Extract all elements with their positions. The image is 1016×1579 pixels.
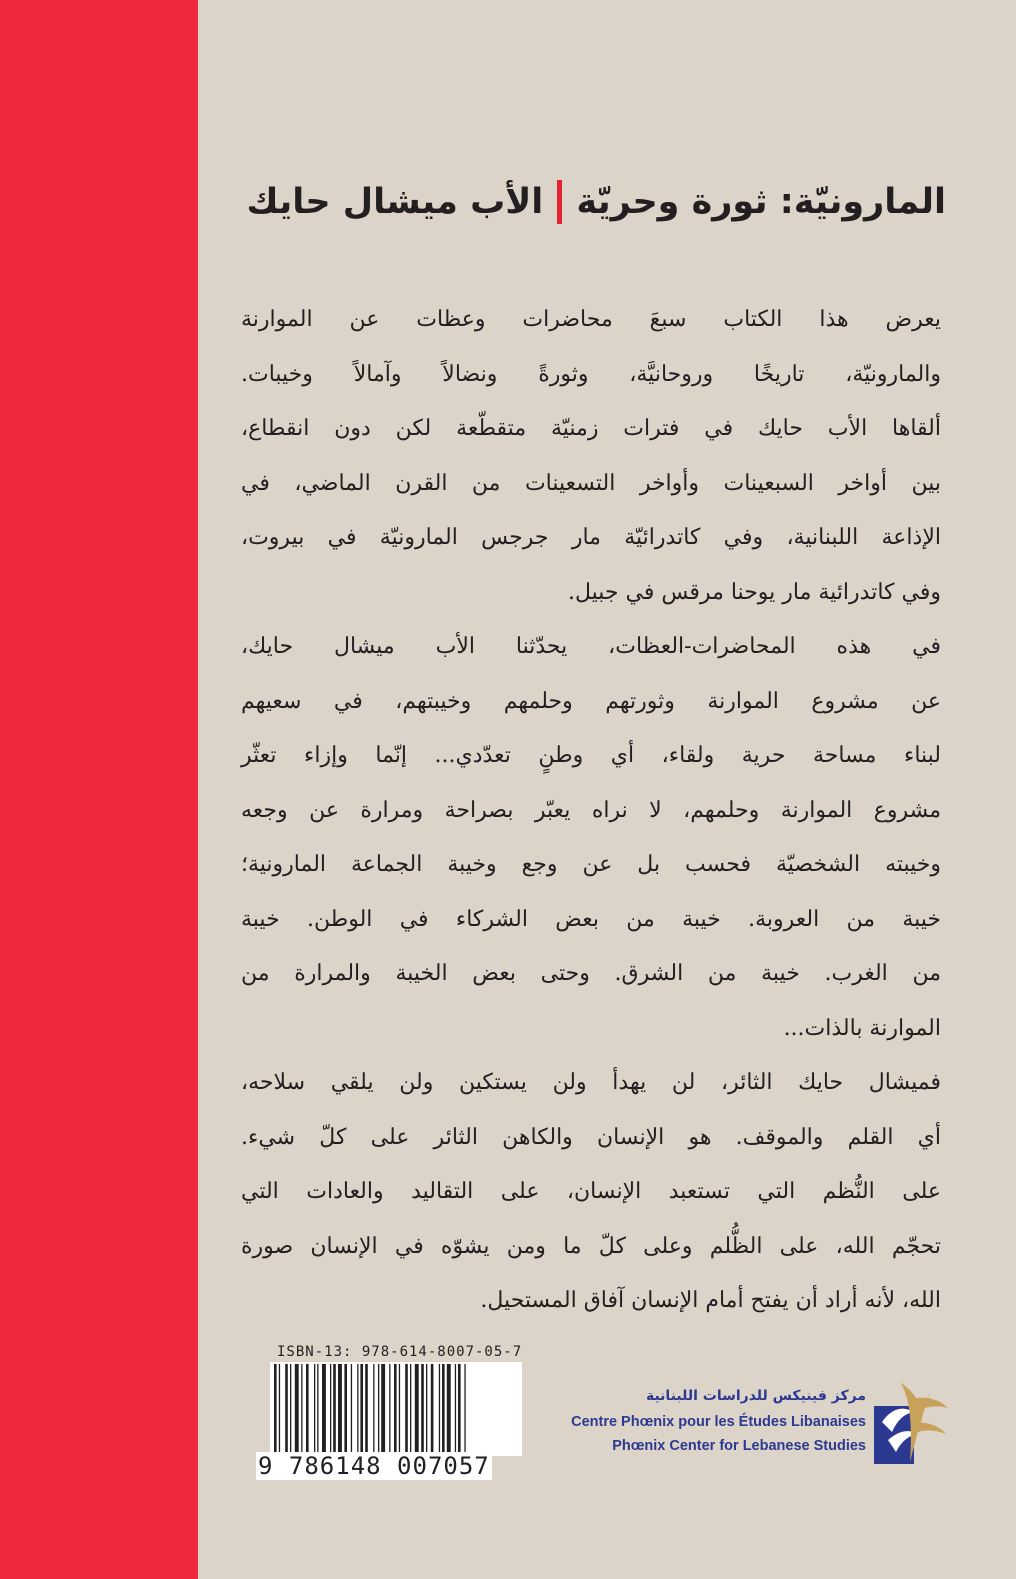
publisher-name-french: Centre Phœnix pour les Études Libanaises: [571, 1414, 866, 1430]
blurb-line: والمارونيّة، تاريخًا وروحانيَّة، وثورةً ونضالاً وآمالاً وخيبات.: [241, 361, 941, 387]
blurb-paragraph-2: [241, 620, 941, 1056]
blurb-line: وخيبته الشخصيّة فحسب بل عن وجع وخيبة الجماعة المارونية؛: [241, 852, 941, 877]
publisher-block: [571, 1388, 866, 1458]
blurb-line: الله، لأنه أراد أن يفتح أمام الإنسان آفاق المستحيل.: [480, 1288, 941, 1313]
title-separator: [557, 180, 562, 224]
blurb-line: مشروع الموارنة وحلمهم، لا نراه يعبّر بصراحة ومرارة عن وجعه: [241, 797, 941, 823]
isbn-label: ISBN-13: 978-614-8007-05-7: [277, 1344, 523, 1360]
blurb-line: على النُّظم التي تستعبد الإنسان، على التقاليد والعادات التي: [241, 1179, 941, 1204]
blurb-line: وفي كاتدرائية مار يوحنا مرقس في جبيل.: [568, 579, 941, 605]
book-author: الأب ميشال حايك: [246, 182, 544, 222]
red-side-band: [0, 0, 198, 1579]
blurb-line: ألقاها الأب حايك في فترات زمنيّة متقطّعة لكن دون انقطاع،: [241, 416, 941, 441]
barcode-icon: [270, 1362, 522, 1456]
blurb-line: خيبة من العروبة. خيبة من بعض الشركاء في الوطن. خيبة: [241, 906, 941, 932]
blurb-line: الإذاعة اللبنانية، وفي كاتدرائيّة مار جرجس المارونيّة في بيروت،: [241, 525, 941, 550]
blurb-line: في هذه المحاضرات-العظات، يحدّثنا الأب ميشال حايك،: [241, 634, 941, 659]
blurb-line: الموارنة بالذات...: [783, 1015, 941, 1041]
blurb-line: فميشال حايك الثائر، لن يهدأ ولن يستكين ولن يلقي سلاحه،: [241, 1070, 941, 1095]
publisher-name-arabic: مركز فينيكس للدراسات اللبنانية: [645, 1388, 866, 1404]
book-title: [247, 180, 946, 224]
blurb-paragraph-1: [241, 293, 941, 620]
blurb-line: يعرض هذا الكتاب سبعَ محاضرات وعظات عن الموارنة: [241, 307, 941, 332]
blurb-line: عن مشروع الموارنة وثورتهم وحلمهم وخيبتهم، في سعيهم: [241, 688, 941, 714]
blurb: [241, 293, 941, 1329]
blurb-line: من الغرب. خيبة من الشرق. وحتى بعض الخيبة والمرارة من: [241, 961, 941, 986]
phoenix-logo-icon: [870, 1362, 950, 1472]
book-title-text: المارونيّة: ثورة وحريّة: [576, 182, 946, 222]
blurb-paragraph-3: [241, 1056, 941, 1329]
publisher-name-english: Phœnix Center for Lebanese Studies: [612, 1438, 866, 1454]
blurb-line: تحجّم الله، على الظُّلم وعلى كلّ ما ومن يشوّه في الإنسان صورة: [241, 1233, 941, 1259]
barcode-number: 9 786148 007057: [258, 1452, 490, 1480]
blurb-line: لبناء مساحة حرية ولقاء، أي وطنٍ تعدّدي... إنّما وإزاء تعثّر: [241, 743, 941, 768]
blurb-line: أي القلم والموقف. هو الإنسان والكاهن الثائر على كلّ شيء.: [241, 1124, 941, 1150]
blurb-line: بين أواخر السبعينات وأواخر التسعينات من القرن الماضي، في: [241, 470, 941, 496]
